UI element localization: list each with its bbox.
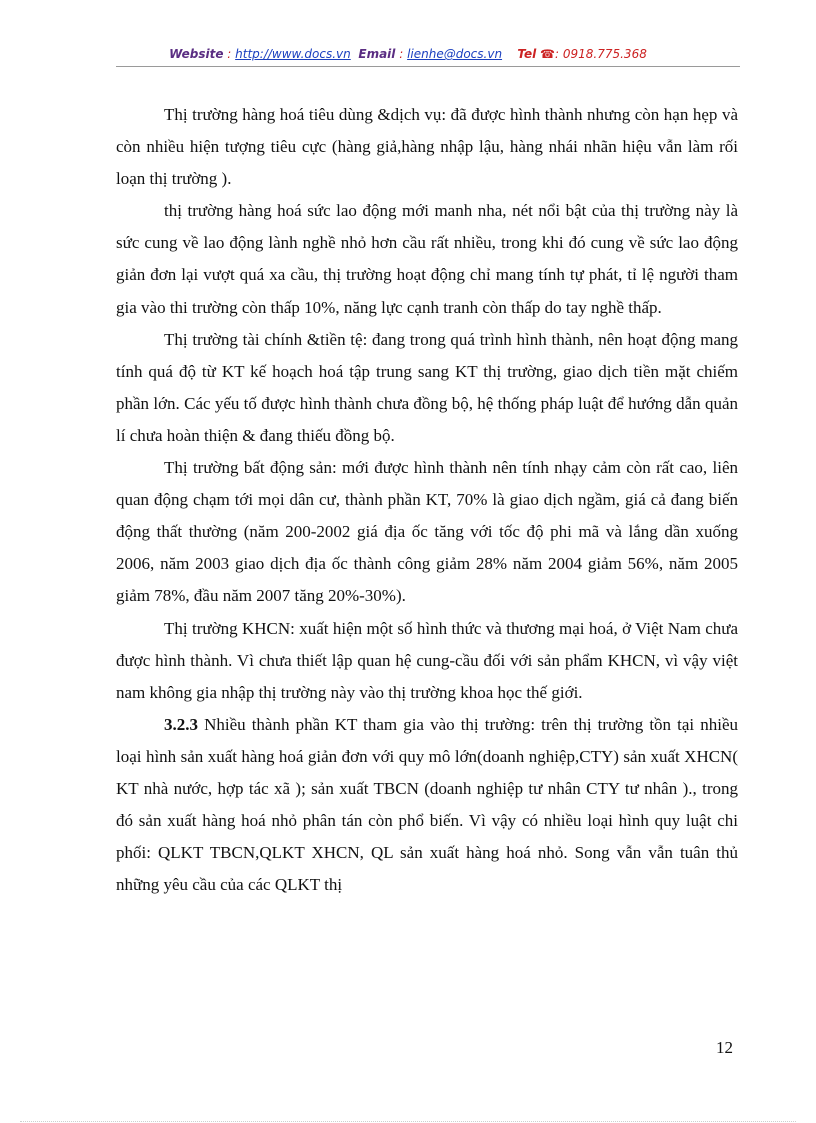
telephone-icon: ☎	[540, 47, 555, 61]
email-link[interactable]: lienhe@docs.vn	[407, 47, 503, 61]
page-header	[0, 47, 816, 61]
section-number: 3.2.3	[164, 714, 198, 734]
document-body	[116, 99, 738, 901]
email-separator: :	[395, 47, 408, 61]
paragraph-labor-market: thị trường hàng hoá sức lao động mới manh nha, nét nổi bật của thị trường này là sức cung về lao động lành nghề nhỏ hơn cầu rất nhiều, trong khi đó cung về sức lao động giản đơn lại vượt quá xa cầu, thị trường hoạt động chỉ mang tính tự phát, tỉ lệ người tham gia vào thi trường còn thấp 10%, năng lực cạnh tranh còn thấp do tay nghề thấp.	[116, 201, 738, 317]
email-label: Email	[358, 47, 396, 61]
tel-value: : 0918.775.368	[555, 47, 647, 61]
paragraph-science-tech-market: Thị trường KHCN: xuất hiện một số hình thức và thương mại hoá, ở Việt Nam chưa được hình thành. Vì chưa thiết lập quan hệ cung-cầu đối với sản phẩm KHCN, vì vậy việt nam không gia nhập thị trường này vào thị trường khoa học thế giới.	[116, 618, 738, 702]
website-label: Website	[169, 47, 224, 61]
header-divider	[116, 66, 740, 67]
website-link[interactable]: http://www.docs.vn	[235, 47, 351, 61]
paragraph-real-estate-market: Thị trường bất động sản: mới được hình thành nên tính nhạy cảm còn rất cao, liên quan động chạm tới mọi dân cư, thành phần KT, 70% là giao dịch ngầm, giá cả đang biến động thất thường (năm 200-2002 giá địa ốc tăng với tốc độ phi mã và lắng dần xuống 2006, năm 2003 giao dịch địa ốc thành công giảm 28% năm 2004 giảm 56%, năm 2005 giảm 78%, đầu năm 2007 tăng 20%-30%).	[116, 458, 738, 606]
paragraph-finance-market: Thị trường tài chính &tiền tệ: đang trong quá trình hình thành, nên hoạt động mang tính quá độ từ KT kế hoạch hoá tập trung sang KT thị trường, giao dịch tiền mặt chiếm phần lớn. Các yếu tố được hình thành chưa đồng bộ, hệ thống pháp luật để hướng dẫn quản lí chưa hoàn thiện & đang thiếu đồng bộ.	[116, 329, 738, 445]
website-separator: :	[223, 47, 236, 61]
tel-label: Tel	[517, 47, 537, 61]
page-bottom-edge	[20, 1121, 796, 1122]
paragraph-section-3-2-3	[116, 709, 738, 902]
paragraph-consumer-goods-market: Thị trường hàng hoá tiêu dùng &dịch vụ: đã được hình thành nhưng còn hạn hẹp và còn nhiều hiện tượng tiêu cực (hàng giả,hàng nhập lậu, hàng nhái nhãn hiệu vẫn làm rối loạn thị trường ).	[116, 105, 738, 189]
page-number: 12	[716, 1038, 733, 1057]
section-text: Nhiều thành phần KT tham gia vào thị trường: trên thị trường tồn tại nhiều loại hình sản xuất hàng hoá giản đơn với quy mô lớn(doanh nghiệp,CTY) sản xuất XHCN( KT nhà nước, hợp tác xã ); sản xuất TBCN (doanh nghiệp tư nhân CTY tư nhân )., trong đó sản xuất hàng hoá nhỏ phân tán còn phổ biến. Vì vậy có nhiều loại hình quy luật chi phối: QLKT TBCN,QLKT XHCN, QL sản xuất hàng hoá nhỏ. Song vẫn vẫn tuân thủ những yêu cầu của các QLKT thị	[116, 714, 738, 895]
